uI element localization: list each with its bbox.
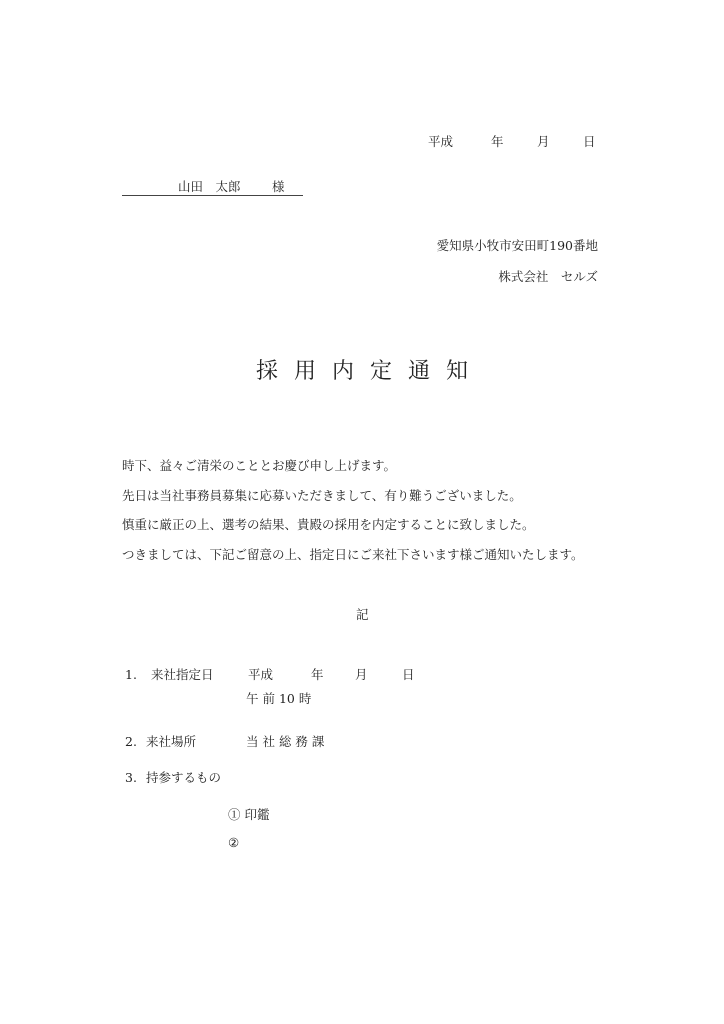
- date-day: 日: [583, 134, 596, 149]
- recipient-honorific: 様: [272, 179, 285, 194]
- date-year: 年: [491, 134, 504, 149]
- body-line-4: つきましては、下記ご留意の上、指定日にご来社下さいます様ご通知いたします。: [122, 547, 584, 562]
- item2-label: 来社場所: [146, 734, 197, 749]
- item1-time: 午 前 10 時: [246, 691, 312, 706]
- body-line-1: 時下、益々ご清栄のこととお慶び申し上げます。: [122, 458, 397, 473]
- sender-company: 株式会社 セルズ: [498, 269, 598, 284]
- item1-era: 平成: [248, 667, 274, 682]
- ki-heading: 記: [356, 607, 369, 622]
- date-month: 月: [537, 134, 550, 149]
- document-title: 採用内定通知: [255, 359, 484, 384]
- item2-value: 当 社 総 務 課: [246, 734, 325, 749]
- item3-sub1: ① 印鑑: [228, 807, 270, 822]
- sender-address: 愛知県小牧市安田町190番地: [436, 238, 598, 253]
- item1-month: 月: [355, 667, 368, 682]
- item3-sub2: ②: [228, 835, 240, 850]
- recipient-underline: [122, 195, 303, 196]
- item1-year: 年: [311, 667, 324, 682]
- body-line-3: 慎重に厳正の上、選考の結果、貴殿の採用を内定することに致しました。: [122, 517, 535, 532]
- item1-label: 来社指定日: [151, 667, 214, 682]
- item3-label: 持参するもの: [146, 770, 222, 785]
- item2-number: 2.: [125, 734, 137, 749]
- date-era: 平成: [428, 134, 454, 149]
- item1-day: 日: [402, 667, 415, 682]
- recipient-name: 山田 太郎: [178, 179, 241, 194]
- item1-number: 1.: [125, 667, 137, 682]
- item3-number: 3.: [125, 770, 137, 785]
- body-line-2: 先日は当社事務員募集に応募いただきまして、有り難うございました。: [122, 488, 522, 503]
